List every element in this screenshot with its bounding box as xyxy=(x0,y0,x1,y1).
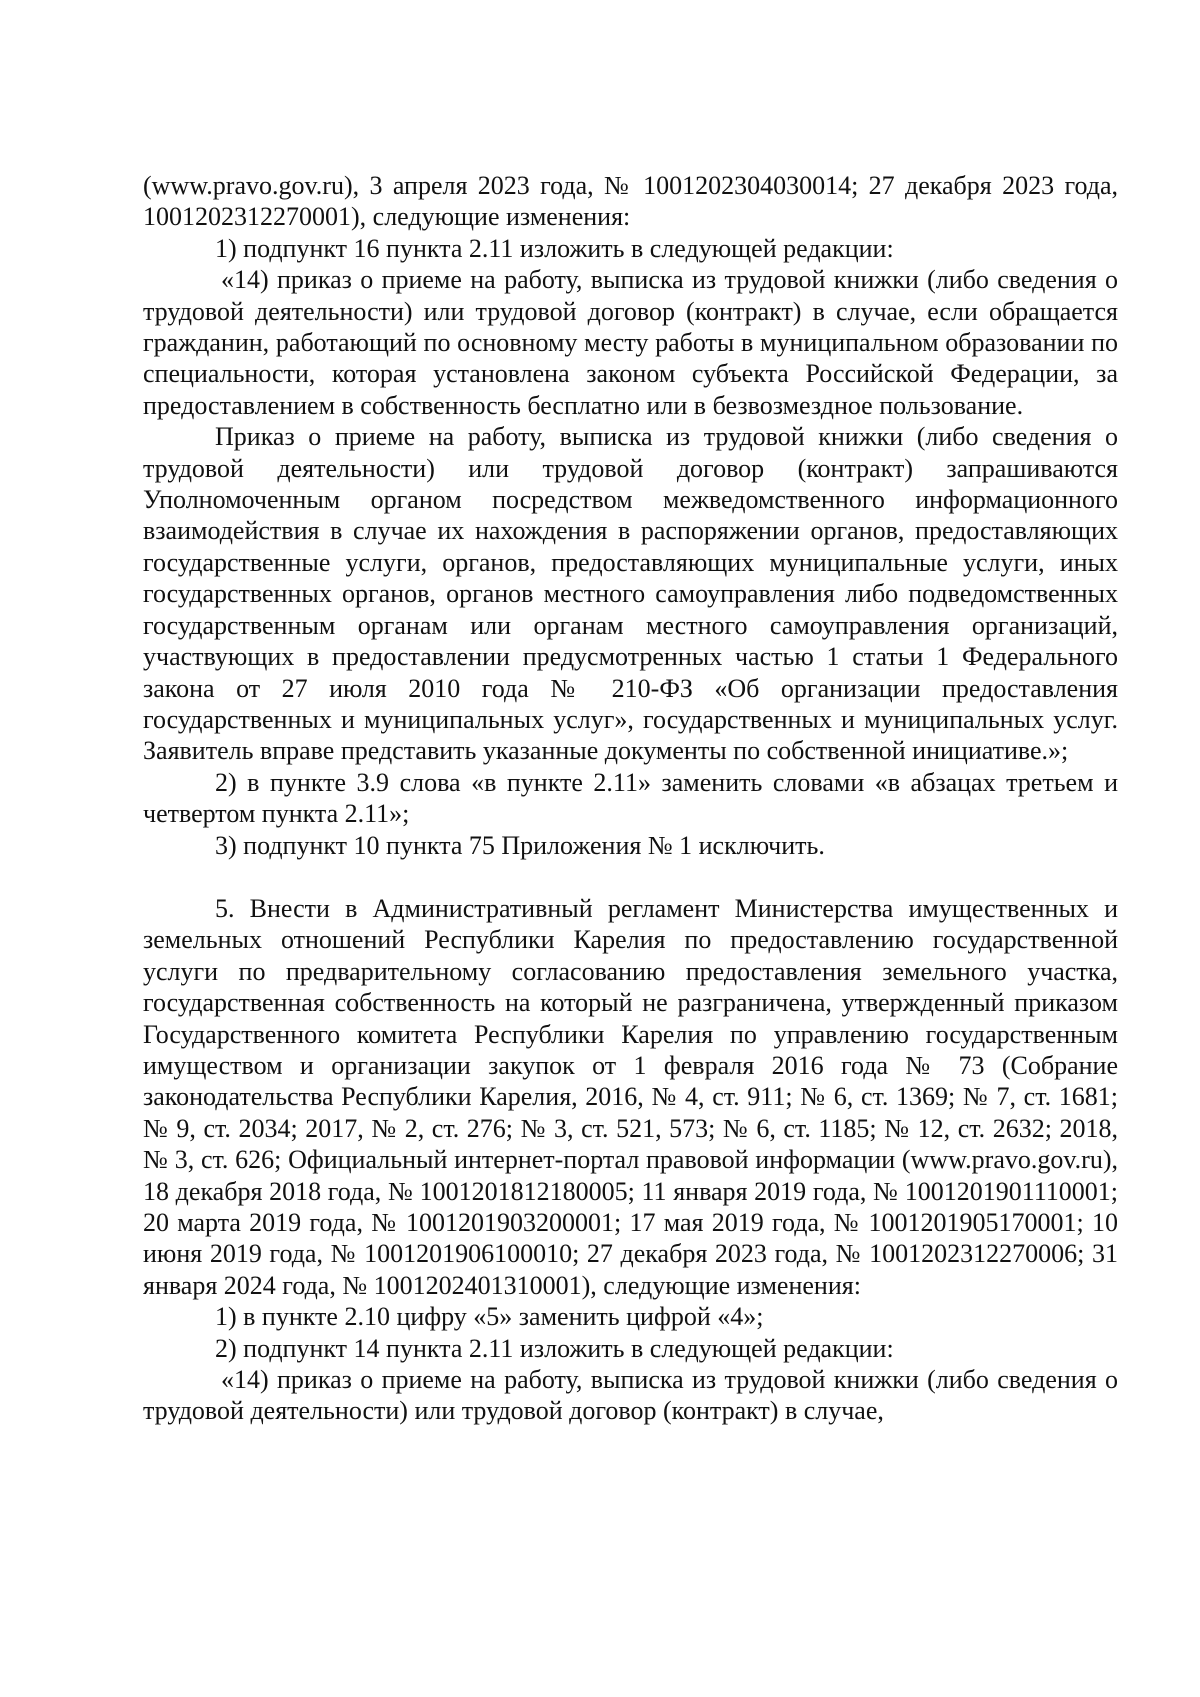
section-5-paragraph: 5. Внести в Административный регламент Министерства имущественных и земельных отношений Республики Карелия по предоставлению государственной услуги по предварительному согласованию предоставления земельного участка, государственная собственность на который не разграничена, утвержденный приказом Государственного комитета Республики Карелия по управлению государственным имуществом и организации закупок от 1 февраля 2016 года № 73 (Собрание законодательства Республики Карелия, 2016, № 4, ст. 911; № 6, ст. 1369; № 7, ст. 1681; № 9, ст. 2034; 2017, № 2, ст. 276; № 3, ст. 521, 573; № 6, ст. 1185; № 12, ст. 2632; 2018, № 3, ст. 626; Официальный интернет-портал правовой информации (www.pravo.gov.ru), 18 декабря 2018 года, № 1001201812180005; 11 января 2019 года, № 1001201901110001; 20 марта 2019 года, № 1001201903200001; 17 мая 2019 года, № 1001201905170001; 10 июня 2019 года, № 1001201906100010; 27 декабря 2023 года, № 1001202312270006; 31 января 2024 года, № 1001202401310001), следующие изменения: xyxy=(143,893,1118,1300)
section-5-item-2: 2) подпункт 14 пункта 2.11 изложить в следующей редакции: xyxy=(215,1333,894,1363)
document-body xyxy=(143,170,1118,1427)
intro-paragraph: (www.pravo.gov.ru), 3 апреля 2023 года, № 1001202304030014; 27 декабря 2023 года, 1001202312270001), следующие изменения: xyxy=(143,171,1118,232)
amendment-item-1: 1) подпункт 16 пункта 2.11 изложить в следующей редакции: xyxy=(215,233,894,263)
amendment-item-3: 3) подпункт 10 пункта 75 Приложения № 1 исключить. xyxy=(215,830,825,860)
amendment-item-2: 2) в пункте 3.9 слова «в пункте 2.11» заменить словами «в абзацах третьем и четвертом пункта 2.11»; xyxy=(143,767,1118,829)
request-paragraph: Приказ о приеме на работу, выписка из трудовой книжки (либо сведения о трудовой деятельности) или трудовой договор (контракт) запрашиваются Уполномоченным органом посредством межведомственного информационного взаимодействия в случае их нахождения в распоряжении органов, предоставляющих государственные услуги, органов, предоставляющих муниципальные услуги, иных государственных органов, органов местного самоуправления либо подведомственных государственным органам или органам местного самоуправления организаций, участвующих в предоставлении предусмотренных частью 1 статьи 1 Федерального закона от 27 июля 2010 года № 210-ФЗ «Об организации предоставления государственных и муниципальных услуг», государственных и муниципальных услуг. Заявитель вправе представить указанные документы по собственной инициативе.»; xyxy=(143,422,1118,766)
section-5-item-1: 1) в пункте 2.10 цифру «5» заменить цифрой «4»; xyxy=(215,1302,764,1332)
section-5-quoted-subparagraph-14: «14) приказ о приеме на работу, выписка из трудовой книжки (либо сведения о трудовой деятельности) или трудовой договор (контракт) в случае, xyxy=(143,1365,1118,1426)
quoted-subparagraph-14: «14) приказ о приеме на работу, выписка из трудовой книжки (либо сведения о трудовой деятельности) или трудовой договор (контракт) в случае, если обращается гражданин, работающий по основному месту работы в муниципальном образовании по специальности, которая установлена законом субъекта Российской Федерации, за предоставлением в собственность бесплатно или в безвозмездное пользование. xyxy=(143,265,1118,420)
section-spacer xyxy=(143,861,1118,893)
